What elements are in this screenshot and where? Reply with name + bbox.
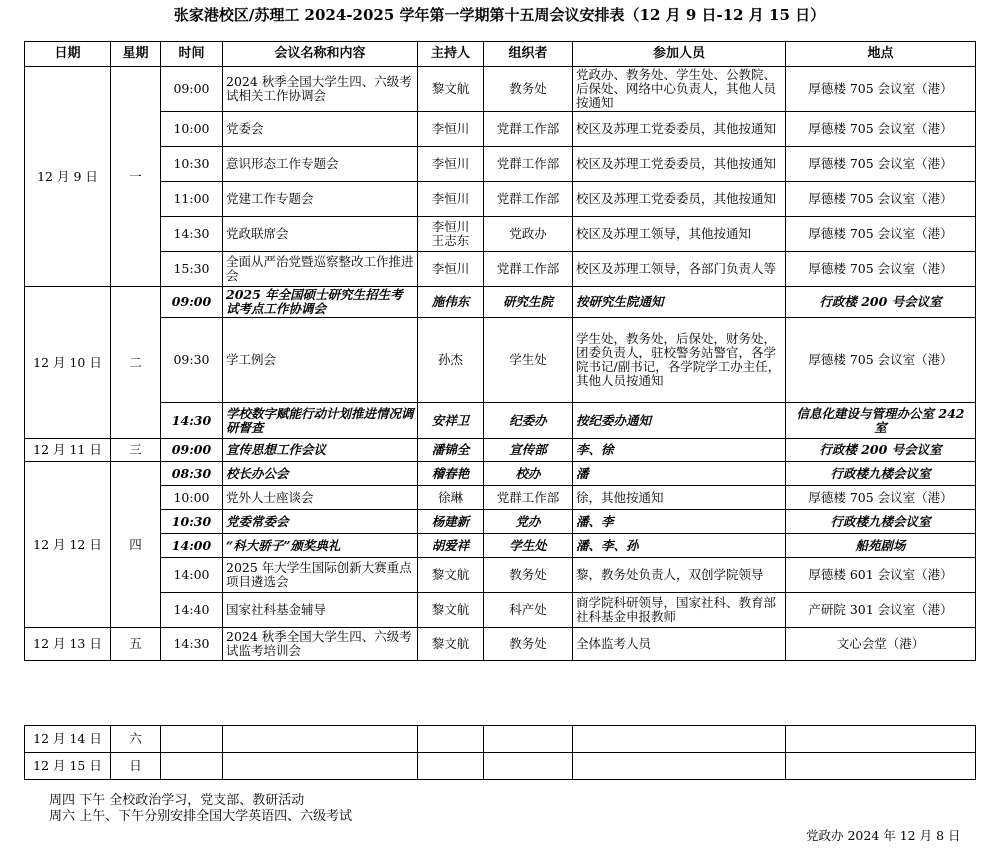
schedule-row	[25, 558, 976, 593]
header-attendees: 参加人员	[573, 42, 786, 67]
meeting-name: 党建工作专题会	[223, 182, 418, 217]
meeting-location: 厚德楼 705 会议室（港）	[786, 217, 976, 252]
meeting-location: 厚德楼 705 会议室（港）	[786, 318, 976, 403]
empty-cell	[223, 726, 418, 753]
meeting-name: 全面从严治党暨巡察整改工作推进会	[223, 252, 418, 287]
note-saturday: 周六 上午、下午分别安排全国大学英语四、六级考试	[49, 809, 353, 824]
meeting-host: 稽春艳	[418, 462, 484, 486]
meeting-location: 厚德楼 601 会议室（港）	[786, 558, 976, 593]
meeting-location: 厚德楼 705 会议室（港）	[786, 112, 976, 147]
schedule-row	[25, 462, 976, 486]
header-row	[25, 42, 976, 67]
meeting-time: 14:30	[161, 628, 223, 661]
meeting-time: 14:40	[161, 593, 223, 628]
row-weekday: 五	[111, 628, 161, 661]
meeting-location: 产研院 301 会议室（港）	[786, 593, 976, 628]
header-organizer: 组织者	[484, 42, 573, 67]
weekend-row	[25, 726, 976, 753]
meeting-attendees: 潘	[573, 462, 786, 486]
row-weekday: 日	[111, 753, 161, 780]
schedule-body	[25, 67, 976, 661]
meeting-time: 10:00	[161, 486, 223, 510]
meeting-attendees: 党政办、教务处、学生处、公教院、后保处、网络中心负责人，其他人员按通知	[573, 67, 786, 112]
empty-cell	[484, 726, 573, 753]
signature: 党政办 2024 年 12 月 8 日	[806, 828, 961, 843]
meeting-attendees: 全体监考人员	[573, 628, 786, 661]
meeting-attendees: 校区及苏理工党委委员，其他按通知	[573, 182, 786, 217]
meeting-host: 施伟东	[418, 287, 484, 318]
schedule-row	[25, 593, 976, 628]
meeting-organizer: 学生处	[484, 534, 573, 558]
meeting-name: 2025 年全国硕士研究生招生考试考点工作协调会	[223, 287, 418, 318]
meeting-organizer: 校办	[484, 462, 573, 486]
meeting-schedule-table	[24, 41, 976, 661]
meeting-host: 安祥卫	[418, 403, 484, 439]
meeting-location: 厚德楼 705 会议室（港）	[786, 67, 976, 112]
row-weekday: 一	[111, 67, 161, 287]
row-weekday: 二	[111, 287, 161, 439]
meeting-host: 徐琳	[418, 486, 484, 510]
meeting-name: 学校数字赋能行动计划推进情况调研督查	[223, 403, 418, 439]
meeting-time: 10:30	[161, 147, 223, 182]
meeting-time: 14:00	[161, 558, 223, 593]
meeting-organizer: 教务处	[484, 558, 573, 593]
empty-cell	[786, 726, 976, 753]
schedule-row	[25, 486, 976, 510]
meeting-host: 李恒川 王志东	[418, 217, 484, 252]
weekend-row	[25, 753, 976, 780]
empty-cell	[786, 753, 976, 780]
meeting-attendees: 校区及苏理工领导，各部门负责人等	[573, 252, 786, 287]
meeting-organizer: 科产处	[484, 593, 573, 628]
meeting-organizer: 党群工作部	[484, 486, 573, 510]
meeting-location: 行政楼九楼会议室	[786, 510, 976, 534]
schedule-row	[25, 147, 976, 182]
meeting-attendees: 潘、李	[573, 510, 786, 534]
meeting-organizer: 研究生院	[484, 287, 573, 318]
schedule-row	[25, 182, 976, 217]
row-date: 12 月 13 日	[25, 628, 111, 661]
meeting-organizer: 党群工作部	[484, 252, 573, 287]
meeting-time: 09:00	[161, 439, 223, 462]
meeting-name: 党政联席会	[223, 217, 418, 252]
meeting-host: 孙杰	[418, 318, 484, 403]
meeting-host: 黎文航	[418, 628, 484, 661]
schedule-row	[25, 534, 976, 558]
meeting-host: 李恒川	[418, 252, 484, 287]
meeting-name: 2025 年大学生国际创新大赛重点项目遴选会	[223, 558, 418, 593]
meeting-time: 10:30	[161, 510, 223, 534]
meeting-location: 船苑剧场	[786, 534, 976, 558]
meeting-name: 校长办公会	[223, 462, 418, 486]
meeting-organizer: 教务处	[484, 628, 573, 661]
schedule-row	[25, 439, 976, 462]
schedule-row	[25, 217, 976, 252]
meeting-location: 行政楼 200 号会议室	[786, 439, 976, 462]
meeting-organizer: 教务处	[484, 67, 573, 112]
schedule-row	[25, 403, 976, 439]
weekend-table	[24, 725, 976, 780]
meeting-location: 信息化建设与管理办公室 242 室	[786, 403, 976, 439]
meeting-host: 李恒川	[418, 112, 484, 147]
meeting-name: 2024 秋季全国大学生四、六级考试监考培训会	[223, 628, 418, 661]
empty-cell	[573, 726, 786, 753]
meeting-organizer: 党群工作部	[484, 182, 573, 217]
meeting-attendees: 按纪委办通知	[573, 403, 786, 439]
meeting-organizer: 纪委办	[484, 403, 573, 439]
meeting-attendees: 徐，其他按通知	[573, 486, 786, 510]
meeting-location: 文心会堂（港）	[786, 628, 976, 661]
row-date: 12 月 12 日	[25, 462, 111, 628]
meeting-time: 09:30	[161, 318, 223, 403]
meeting-time: 15:30	[161, 252, 223, 287]
meeting-host: 李恒川	[418, 147, 484, 182]
meeting-time: 14:00	[161, 534, 223, 558]
meeting-location: 厚德楼 705 会议室（港）	[786, 486, 976, 510]
header-time: 时间	[161, 42, 223, 67]
row-date: 12 月 11 日	[25, 439, 111, 462]
meeting-organizer: 党群工作部	[484, 147, 573, 182]
meeting-time: 09:00	[161, 67, 223, 112]
meeting-organizer: 学生处	[484, 318, 573, 403]
meeting-location: 厚德楼 705 会议室（港）	[786, 147, 976, 182]
meeting-attendees: 潘、李、孙	[573, 534, 786, 558]
meeting-attendees: 校区及苏理工领导，其他按通知	[573, 217, 786, 252]
meeting-time: 10:00	[161, 112, 223, 147]
meeting-attendees: 校区及苏理工党委委员，其他按通知	[573, 112, 786, 147]
row-date: 12 月 9 日	[25, 67, 111, 287]
meeting-attendees: 李、徐	[573, 439, 786, 462]
row-weekday: 四	[111, 462, 161, 628]
meeting-name: 意识形态工作专题会	[223, 147, 418, 182]
meeting-name: 学工例会	[223, 318, 418, 403]
row-weekday: 三	[111, 439, 161, 462]
meeting-attendees: 商学院科研领导，国家社科、教育部社科基金申报教师	[573, 593, 786, 628]
schedule-row	[25, 318, 976, 403]
meeting-organizer: 党政办	[484, 217, 573, 252]
meeting-name: “科大骄子”颁奖典礼	[223, 534, 418, 558]
schedule-row	[25, 287, 976, 318]
meeting-name: 2024 秋季全国大学生四、六级考试相关工作协调会	[223, 67, 418, 112]
meeting-host: 胡爱祥	[418, 534, 484, 558]
meeting-name: 党委常委会	[223, 510, 418, 534]
meeting-organizer: 宣传部	[484, 439, 573, 462]
meeting-name: 国家社科基金辅导	[223, 593, 418, 628]
schedule-row	[25, 252, 976, 287]
schedule-row	[25, 112, 976, 147]
row-date: 12 月 15 日	[25, 753, 111, 780]
meeting-location: 厚德楼 705 会议室（港）	[786, 252, 976, 287]
row-date: 12 月 10 日	[25, 287, 111, 439]
meeting-attendees: 学生处，教务处，后保处，财务处，团委负责人，驻校警务站警官，各学院书记/副书记，各学院学工办主任，其他人员按通知	[573, 318, 786, 403]
empty-cell	[161, 726, 223, 753]
meeting-name: 党委会	[223, 112, 418, 147]
header-host: 主持人	[418, 42, 484, 67]
meeting-name: 宣传思想工作会议	[223, 439, 418, 462]
meeting-host: 黎文航	[418, 593, 484, 628]
meeting-organizer: 党群工作部	[484, 112, 573, 147]
empty-cell	[418, 726, 484, 753]
note-thursday: 周四 下午 全校政治学习，党支部、教研活动	[49, 793, 305, 808]
meeting-attendees: 校区及苏理工党委委员，其他按通知	[573, 147, 786, 182]
meeting-time: 08:30	[161, 462, 223, 486]
meeting-host: 黎文航	[418, 558, 484, 593]
empty-cell	[418, 753, 484, 780]
meeting-location: 行政楼九楼会议室	[786, 462, 976, 486]
empty-cell	[161, 753, 223, 780]
row-weekday: 六	[111, 726, 161, 753]
schedule-row	[25, 628, 976, 661]
meeting-attendees: 按研究生院通知	[573, 287, 786, 318]
meeting-location: 行政楼 200 号会议室	[786, 287, 976, 318]
meeting-host: 杨建新	[418, 510, 484, 534]
empty-cell	[223, 753, 418, 780]
header-meeting-name: 会议名称和内容	[223, 42, 418, 67]
row-date: 12 月 14 日	[25, 726, 111, 753]
header-weekday: 星期	[111, 42, 161, 67]
header-location: 地点	[786, 42, 976, 67]
meeting-location: 厚德楼 705 会议室（港）	[786, 182, 976, 217]
meeting-time: 09:00	[161, 287, 223, 318]
meeting-host: 潘锦全	[418, 439, 484, 462]
page-title: 张家港校区/苏理工 2024-2025 学年第一学期第十五周会议安排表（12 月 9 日-12 月 15 日）	[173, 6, 826, 24]
meeting-organizer: 党办	[484, 510, 573, 534]
meeting-host: 黎文航	[418, 67, 484, 112]
meeting-host: 李恒川	[418, 182, 484, 217]
empty-cell	[484, 753, 573, 780]
empty-cell	[573, 753, 786, 780]
meeting-attendees: 黎，教务处负责人，双创学院领导	[573, 558, 786, 593]
meeting-time: 11:00	[161, 182, 223, 217]
meeting-time: 14:30	[161, 403, 223, 439]
schedule-row	[25, 67, 976, 112]
header-date: 日期	[25, 42, 111, 67]
meeting-name: 党外人士座谈会	[223, 486, 418, 510]
meeting-time: 14:30	[161, 217, 223, 252]
schedule-row	[25, 510, 976, 534]
